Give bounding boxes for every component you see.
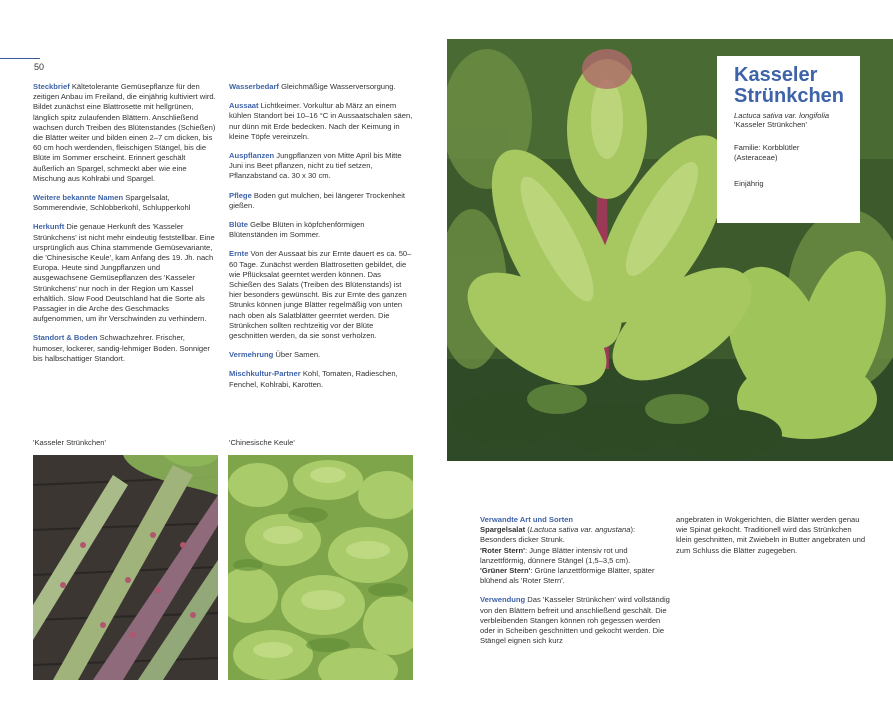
paragraph-names: Weitere bekannte Namen Spargelsalat, Sommerendivie, Schlobberkohl, Schlupperkohl xyxy=(33,193,191,213)
column-usage-continued xyxy=(676,515,866,565)
paragraph-mischkultur: Mischkultur-Partner Kohl, Tomaten, Radieschen, Fenchel, Kohlrabi, Karotten. xyxy=(229,369,398,389)
lifecycle: Einjährig xyxy=(734,179,764,189)
caption-photo-2: 'Chinesische Keule' xyxy=(229,438,295,447)
title-box xyxy=(717,56,860,223)
paragraph-bluete: Blüte Gelbe Blüten in köpfchenförmigen Blütenständen im Sommer. xyxy=(229,220,365,240)
paragraph-related: Verwandte Art und Sorten Spargelsalat (Lactuca sativa var. angustana): Besonders dicker Strunk. 'Roter Stern': Junge Blätter intensiv rot und lanzettförmig, dünnere Stängel (1,5–3,5 cm). 'Grüner Stern': Grüne lanzettförmige Blätter, später blühend als 'Roter Stern'. xyxy=(480,515,655,586)
page-number: 50 xyxy=(34,62,45,72)
photo-kasseler-stalks xyxy=(33,455,218,680)
paragraph-aussaat: Aussaat Lichtkeimer. Vorkultur ab März an einem kühlen Standort bei 10–16 °C in Aussaatschalen säen, nur dünn mit Erde bedecken. Nach der Keimung in kleine Töpfe vereinzeln. xyxy=(229,101,413,141)
column-middle xyxy=(229,82,413,399)
cultivar-name: 'Kasseler Strünkchen' xyxy=(734,120,807,129)
latin-name: Lactuca sativa var. longifolia xyxy=(734,111,830,120)
paragraph-usage-continued: angebraten in Wokgerichten, die Blätter werden genau wie Spinat gekocht. Traditionell wird das Strünkchen klein geschnitten, mit Zwiebeln in Butter angebraten und zum Schluss die Blätter zugegeben. xyxy=(676,515,866,555)
paragraph-wasserbedarf: Wasserbedarf Gleichmäßige Wasserversorgung. xyxy=(229,82,396,91)
paragraph-pflege: Pflege Boden gut mulchen, bei längerer Trockenheit gießen. xyxy=(229,190,406,210)
caption-photo-1: 'Kasseler Strünkchen' xyxy=(33,438,106,447)
paragraph-vermehrung: Vermehrung Über Samen. xyxy=(229,350,321,360)
paragraph-steckbrief: Steckbrief Kältetolerante Gemüsepflanze für den zeitigen Anbau im Freiland, die einjährig kultiviert wird. Bildet zunächst eine Blattrosette mit hellgrünen, länglich spitz zulaufenden Blättern. Anschließend wachsen durch Treiben des Blütenstandes (Schießen) die Blätter weiter und bilden einen 2–7 cm dicken, bis 60 cm hoch werdenden, fleischigen Stängel, bis die Blüte im Sommer erscheint. Erinnert geschält äußerlich an Spargel, schmeckt aber wie eine Mischung aus Kohlrabi und Spargel. xyxy=(33,82,216,183)
paragraph-herkunft: Herkunft Die genaue Herkunft des 'Kasseler Strünkchens' ist nicht mehr eindeutig feststellbar. Eine ursprünglich aus China stammende Gemüsevariante, die 'Chinesische Keule', kam Anfang des 19. Jh. nach Europa. Heute sind Jungpflanzen und ausgewachsene Gemüsepflanzen des 'Kasseler Strünkchens' nur noch in der Region um Kassel erhältlich. Slow Food Deutschland hat die Sorte als Passagier in die Arche des Geschmacks aufgenommen, um ihr Verschwinden zu verhindern. xyxy=(33,222,215,324)
plant-title-line-1: Kasseler xyxy=(734,64,818,86)
paragraph-usage: Verwendung Das 'Kasseler Strünkchen' wird vollständig von den Blättern befreit und anschließend geschält. Die verbleibenden Stangen können roh gegessen werden oder in Scheiben geschnitten und gekocht werden. Die Stängel eignen sich kurz xyxy=(480,595,670,646)
paragraph-ernte: Ernte Von der Aussaat bis zur Ernte dauert es ca. 50–60 Tage. Zunächst werden Blattrosetten gebildet, die wie Pflücksalat geerntet werden können. Das Schießen des Salats (Treiben des Blütenstands) ist hier besonders gewünscht. Bis zur Ernte des ganzen Strunks können junge Blätter regelmäßig von unten nach oben als Salatblätter geerntet werden. Die Strünkchen sollten rechtzeitig vor der Blüte geschnitten werden, da sie sonst verholzen. xyxy=(229,249,412,341)
page-rule xyxy=(0,58,40,59)
plant-family: Familie: Korbblütler (Asteraceae) xyxy=(734,143,800,163)
column-related xyxy=(480,515,670,655)
paragraph-standort: Standort & Boden Schwachzehrer. Frischer, humoser, lockerer, sandig-lehmiger Boden. Sonniger bis halbschattiger Standort. xyxy=(33,333,210,363)
plant-title-line-2: Strünkchen xyxy=(734,85,845,107)
photo-chinesische-keule xyxy=(228,455,413,680)
column-left xyxy=(33,82,216,373)
paragraph-auspflanzen: Auspflanzen Jungpflanzen von Mitte April bis Mitte Juni ins Beet pflanzen, nicht zu tief setzen, Pflanzabstand ca. 30 x 30 cm. xyxy=(229,151,402,181)
